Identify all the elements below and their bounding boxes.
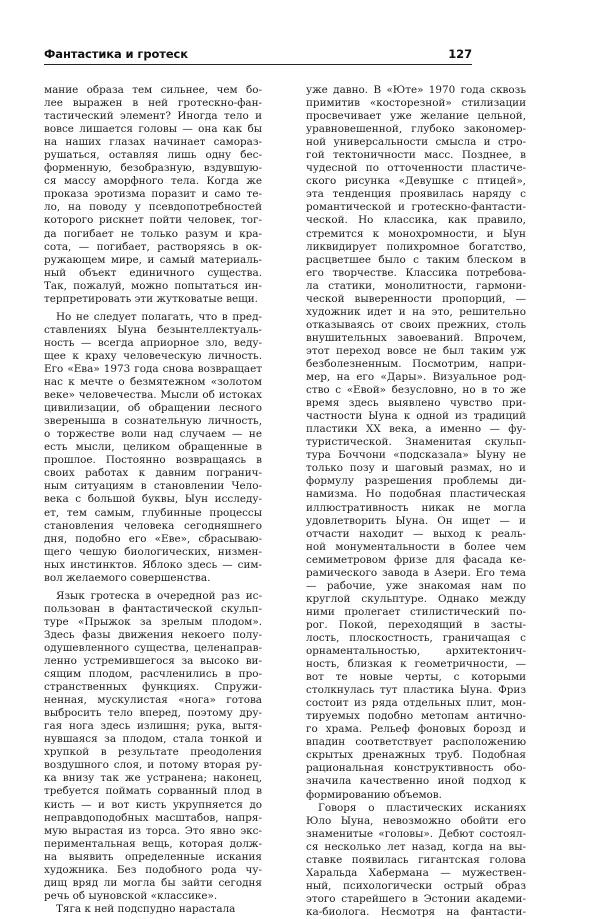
text-line: знаменитые «головы». Дебют состоял-	[306, 827, 526, 840]
text-line: ло, на поводу у псевдопотребностей	[44, 201, 262, 214]
text-line: Язык гротеска в очередной раз ис-	[56, 589, 262, 602]
text-line: выбросить тело вперед, поэтому дру-	[44, 707, 262, 720]
text-line: вот те новые черты, с которыми	[306, 671, 526, 684]
text-line: форменную, безобразную, вздувшую-	[44, 162, 262, 175]
text-line: иллюстративность никак не могла	[306, 501, 526, 514]
text-line: становления человека сегодняшнего	[44, 519, 262, 532]
text-line: речь об ыуновской «классике».	[44, 889, 218, 902]
text-line: ся несколько лет назад, когда на вы-	[306, 840, 526, 853]
text-line: пластики XX века, а именно — фу-	[306, 423, 526, 436]
text-line: проказа эротизма поразит и само те-	[44, 188, 262, 201]
text-line: гая нога здесь излишня; рука, вытя-	[44, 720, 262, 733]
text-line: гой тектоничности масс. Позднее, в	[306, 149, 526, 162]
text-line: ный, психологически острый образ	[306, 879, 526, 892]
text-line: туристической. Знаменитая скульп-	[306, 436, 526, 449]
text-line: дня, подобно его «Еве», сбрасываю-	[44, 532, 262, 545]
text-line: лость, плоскостность, граничащая с	[306, 631, 526, 644]
text-line: цивилизации, об обращении лесного	[44, 402, 262, 415]
text-line: мую вырастая из торса. Это явно экс-	[44, 824, 262, 837]
text-line: кисть — и вот кисть укрупняется до	[44, 798, 262, 811]
text-line: о торжестве воли над случаем — не	[44, 428, 262, 441]
text-line: Говоря о пластических исканиях	[318, 801, 526, 814]
text-line: требуется поймать сорванный плод в	[44, 785, 262, 798]
text-line: Тяга к ней подспудно нарастала	[56, 902, 236, 915]
text-line: ность — всегда априорное зло, веду-	[44, 336, 262, 349]
text-line: художника. Без подобного рода чу-	[44, 863, 262, 876]
text-line: ского рисунка «Девушке с птицей»,	[306, 175, 526, 188]
text-line: воздушного слоя, и потому вторая ру-	[44, 759, 262, 772]
text-line: круглой скульптуре. Однако между	[306, 592, 526, 605]
text-line: тура Боччони «подсказала» Ыуну не	[306, 449, 526, 462]
text-line: ружающем мире, и самый материаль-	[44, 253, 262, 266]
text-line: ними пролегает стилистический по-	[306, 605, 526, 618]
text-line: Харальда Хабермана — мужествен-	[306, 866, 526, 879]
text-line: вовсе лишается головы — она как бы	[44, 123, 262, 136]
text-line: отчасти находит — выход к реаль-	[306, 527, 526, 540]
text-line: время здесь выявлено чувство при-	[306, 397, 526, 410]
text-line: впадин соответствует расположению	[306, 736, 526, 749]
text-line: щего чешую биологических, низмен-	[44, 545, 262, 558]
left-text-column	[44, 84, 262, 916]
text-line: романтической и гротескно-фантасти-	[306, 201, 526, 214]
text-line: орнаментальностью, архитектонич-	[306, 645, 526, 658]
text-line: Но не следует полагать, что в пред-	[56, 310, 262, 323]
text-line: го храма. Рельеф фоновых борозд и	[306, 723, 526, 736]
text-line: дищ вряд ли могла бы зайти сегодня	[44, 876, 262, 889]
text-line: на наших глазах начинает самораз-	[44, 136, 262, 149]
text-line: на выявить определенные искания	[44, 850, 262, 863]
text-line: Юло Ыуна, невозможно обойти его	[306, 814, 526, 827]
text-line: ной монументальности в более чем	[306, 540, 526, 553]
text-line: рушаться, оставляя лишь одну бес-	[44, 149, 262, 162]
text-line: ный объект единичного существа.	[44, 266, 262, 279]
text-line: звереныша в сознательную личность,	[44, 415, 262, 428]
text-line: неправдоподобных масштабов, напря-	[44, 811, 262, 824]
text-line: нас к мечте о безмятежном «золотом	[44, 376, 262, 389]
text-line: периментальная вещь, которая долж-	[44, 837, 262, 850]
running-header	[44, 47, 472, 61]
text-line: намизма. Но подобная пластическая	[306, 488, 526, 501]
text-line: веке» человечества. Мысли об истоках	[44, 389, 262, 402]
text-line: ся массу аморфного тела. Когда же	[44, 175, 262, 188]
text-line: этого старейшего в Эстонии академи-	[306, 892, 526, 905]
text-line: его творчестве. Классика потребова-	[306, 266, 526, 279]
header-rule	[44, 64, 472, 65]
text-line: есть мысли, целиком обращенные в	[44, 441, 262, 454]
text-line: ла статики, монолитности, гармони-	[306, 279, 526, 292]
right-text-column	[306, 84, 526, 919]
text-line: уже давно. В «Юте» 1970 года сквозь	[306, 84, 526, 96]
text-line: Так, пожалуй, можно попытаться ин-	[44, 279, 262, 292]
text-line: мание образа тем сильнее, чем бо-	[44, 84, 262, 96]
text-line: стремится к монохромности, и Ыун	[306, 227, 526, 240]
text-line: столкнулась тут пластика Ыуна. Фриз	[306, 684, 526, 697]
text-line: только позу и шаговый размах, но и	[306, 462, 526, 475]
text-line: странственных функциях. Спружи-	[44, 681, 262, 694]
text-line: ческой выверенности пропорций, —	[306, 292, 526, 305]
text-line: расцветшее было с таким блеском в	[306, 253, 526, 266]
text-line: удовлетворить Ыуна. Он ищет — и	[306, 514, 526, 527]
text-line: ставлениях Ыуна безынтеллектуаль-	[44, 323, 262, 336]
text-line: просвечивает уже желание цельной,	[306, 110, 526, 123]
text-line: вол желаемого совершенства.	[44, 571, 211, 584]
text-line: лее выражен в ней гротескно-фан-	[44, 97, 262, 110]
text-line: мер, на его «Дары». Визуальное род-	[306, 371, 526, 384]
text-line: отказываясь от своих прежних, столь	[306, 318, 526, 331]
text-line: рог. Покой, переходящий в засты-	[306, 618, 526, 631]
text-line: сота, — погибает, растворяясь в ок-	[44, 240, 262, 253]
text-line: прошлое. Постоянно возвращаясь в	[44, 454, 262, 467]
page-number: 127	[448, 47, 472, 61]
text-line: состоит из ряда отдельных плит, мон-	[306, 697, 526, 710]
text-line: Здесь фазы движения некоего полу-	[44, 628, 262, 641]
text-line: ной универсальности смысла и стро-	[306, 136, 526, 149]
text-line: семиметровом фризе для фасада ке-	[306, 553, 526, 566]
text-line: одушевленного существа, целенаправ-	[44, 641, 262, 654]
text-line: ка-биолога. Несмотря на фантасти-	[306, 905, 526, 918]
text-line: своих работах к давним погранич-	[44, 467, 262, 480]
text-line: Его «Ева» 1973 года снова возвращает	[44, 362, 262, 375]
text-line: века с большой буквы, Ыун исследу-	[44, 493, 262, 506]
text-line: щее к краху человеческую личность.	[44, 349, 262, 362]
text-line: значила качественно иной подход к	[306, 775, 526, 788]
text-line: этот переход вовсе не был таким уж	[306, 344, 526, 357]
text-line: — рабочие, уже знакомая нам по	[306, 579, 526, 592]
text-line: скрытых дренажных труб. Подобная	[306, 749, 526, 762]
text-line: хрупкой в результате преодоления	[44, 746, 262, 759]
text-line: ным ситуациям в становлении Чело-	[44, 480, 262, 493]
text-line: терпретировать эти жутковатые вещи.	[44, 292, 258, 305]
text-line: ликвидирует полихромное богатство,	[306, 240, 526, 253]
section-title: Фантастика и гротеск	[44, 47, 188, 61]
text-line: туре «Прыжок за зрелым плодом».	[44, 615, 262, 628]
text-line: ка внизу так же устранена; наконец,	[44, 772, 262, 785]
text-line: рамического завода в Азери. Его тема	[306, 566, 526, 579]
text-line: ных инстинктов. Яблоко здесь — сим-	[44, 558, 262, 571]
text-line: пользован в фантастической скульп-	[44, 602, 262, 615]
text-line: формированию объемов.	[306, 788, 442, 801]
text-line: формулу разрешения проблемы ди-	[306, 475, 526, 488]
text-line: сящим плодом, расчленились в про-	[44, 668, 262, 681]
text-line: которого рискнет пойти человек, тог-	[44, 214, 262, 227]
text-line: ленно устремившегося за высоко ви-	[44, 655, 262, 668]
text-line: уравновешенной, глубоко закономер-	[306, 123, 526, 136]
text-line: ческой. Но классика, как правило,	[306, 214, 526, 227]
text-line: частности Ыуна к одной из традиций	[306, 410, 526, 423]
text-line: да погибает не только разум и кра-	[44, 227, 262, 240]
text-line: ет, тем самым, глубинные процессы	[44, 506, 262, 519]
text-line: тастический элемент? Иногда тело и	[44, 110, 262, 123]
text-line: рациональная конструктивность обо-	[306, 762, 526, 775]
text-line: внушительных завоеваний. Впрочем,	[306, 331, 526, 344]
text-line: ность, близкая к геометричности, —	[306, 658, 526, 671]
text-line: чудесной по отточенности пластиче-	[306, 162, 526, 175]
text-line: эта тенденция проявилась наряду с	[306, 188, 526, 201]
text-line: тируемых подобно метопам античнo-	[306, 710, 526, 723]
text-line: художник идет и на это, решительно	[306, 305, 526, 318]
text-line: нувшаяся за плодом, стала тонкой и	[44, 733, 262, 746]
text-line: безболезненным. Посмотрим, напри-	[306, 357, 526, 370]
text-line: ненная, мускулистая «нога» готова	[44, 694, 262, 707]
text-line: ставке появилась гигантская голова	[306, 853, 526, 866]
text-line: примитив «косторезной» стилизации	[306, 97, 526, 110]
text-line: ство с «Евой» безусловно, но в то же	[306, 384, 526, 397]
